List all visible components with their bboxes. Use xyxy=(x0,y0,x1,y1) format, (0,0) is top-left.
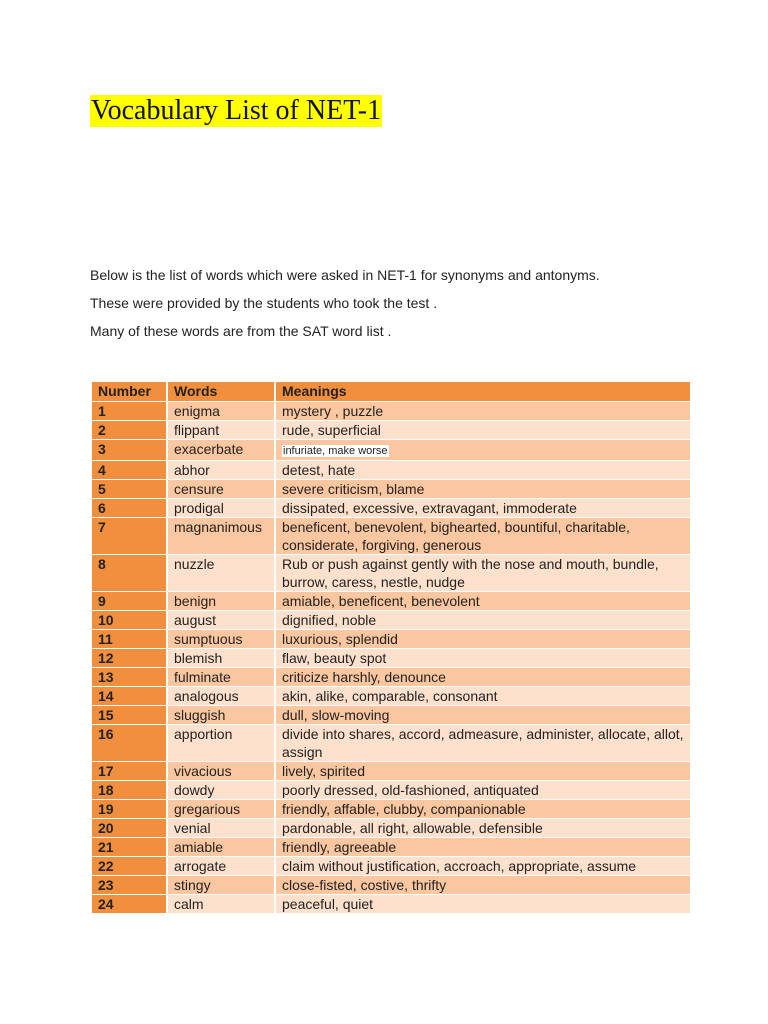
page-title: Vocabulary List of NET-1 xyxy=(91,95,382,126)
row-word: venial xyxy=(168,819,274,837)
row-word: august xyxy=(168,611,274,629)
row-meaning: poorly dressed, old-fashioned, antiquated xyxy=(276,781,690,799)
row-number: 4 xyxy=(92,461,166,479)
row-word: fulminate xyxy=(168,668,274,686)
row-meaning: pardonable, all right, allowable, defensible xyxy=(276,819,690,837)
row-meaning: criticize harshly, denounce xyxy=(276,668,690,686)
row-word: benign xyxy=(168,592,274,610)
row-meaning: beneficent, benevolent, bighearted, bountiful, charitable, considerate, forgiving, generous xyxy=(276,518,690,554)
row-meaning: lively, spirited xyxy=(276,762,690,780)
row-word: nuzzle xyxy=(168,555,274,591)
row-meaning-text: infuriate, make worse xyxy=(283,445,388,457)
table-row xyxy=(92,421,690,439)
row-meaning: friendly, agreeable xyxy=(276,838,690,856)
row-number: 22 xyxy=(92,857,166,875)
row-word: exacerbate xyxy=(168,440,274,460)
row-word: stingy xyxy=(168,876,274,894)
row-number: 10 xyxy=(92,611,166,629)
table-row xyxy=(92,725,690,761)
row-meaning: dissipated, excessive, extravagant, immoderate xyxy=(276,499,690,517)
column-header-words: Words xyxy=(168,382,274,401)
row-number: 24 xyxy=(92,895,166,913)
row-word: calm xyxy=(168,895,274,913)
table-row xyxy=(92,819,690,837)
row-meaning: Rub or push against gently with the nose and mouth, bundle, burrow, caress, nestle, nudge xyxy=(276,555,690,591)
row-meaning: close-fisted, costive, thrifty xyxy=(276,876,690,894)
table-row xyxy=(92,499,690,517)
table-row xyxy=(92,461,690,479)
row-word: prodigal xyxy=(168,499,274,517)
row-meaning: rude, superficial xyxy=(276,421,690,439)
row-word: abhor xyxy=(168,461,274,479)
row-number: 1 xyxy=(92,402,166,420)
row-meaning: flaw, beauty spot xyxy=(276,649,690,667)
row-word: blemish xyxy=(168,649,274,667)
table-row xyxy=(92,838,690,856)
table-row xyxy=(92,592,690,610)
row-word: gregarious xyxy=(168,800,274,818)
table-row xyxy=(92,649,690,667)
row-word: sumptuous xyxy=(168,630,274,648)
row-meaning: dignified, noble xyxy=(276,611,690,629)
row-meaning: luxurious, splendid xyxy=(276,630,690,648)
table-row xyxy=(92,440,690,460)
row-number: 17 xyxy=(92,762,166,780)
table-row xyxy=(92,876,690,894)
table-row xyxy=(92,857,690,875)
intro-text-2: These were provided by the students who took the test . xyxy=(90,295,438,311)
row-meaning: claim without justification, accroach, appropriate, assume xyxy=(276,857,690,875)
row-meaning xyxy=(276,440,690,460)
row-number: 21 xyxy=(92,838,166,856)
vocabulary-table-body xyxy=(92,402,690,913)
row-word: analogous xyxy=(168,687,274,705)
row-number: 20 xyxy=(92,819,166,837)
row-number: 16 xyxy=(92,725,166,761)
row-word: dowdy xyxy=(168,781,274,799)
column-header-number: Number xyxy=(92,382,166,401)
row-meaning: mystery , puzzle xyxy=(276,402,690,420)
row-word: apportion xyxy=(168,725,274,761)
row-meaning: amiable, beneficent, benevolent xyxy=(276,592,690,610)
row-number: 13 xyxy=(92,668,166,686)
row-meaning: friendly, affable, clubby, companionable xyxy=(276,800,690,818)
table-row xyxy=(92,611,690,629)
row-word: arrogate xyxy=(168,857,274,875)
intro-text-3: Many of these words are from the SAT word list . xyxy=(90,323,392,339)
row-word: flippant xyxy=(168,421,274,439)
table-row xyxy=(92,895,690,913)
row-number: 12 xyxy=(92,649,166,667)
row-word: enigma xyxy=(168,402,274,420)
table-row xyxy=(92,630,690,648)
row-meaning: akin, alike, comparable, consonant xyxy=(276,687,690,705)
table-row xyxy=(92,555,690,591)
table-row xyxy=(92,706,690,724)
row-word: vivacious xyxy=(168,762,274,780)
table-row xyxy=(92,687,690,705)
row-number: 15 xyxy=(92,706,166,724)
table-row xyxy=(92,800,690,818)
row-number: 6 xyxy=(92,499,166,517)
row-meaning: dull, slow-moving xyxy=(276,706,690,724)
row-number: 23 xyxy=(92,876,166,894)
row-number: 7 xyxy=(92,518,166,554)
row-word: magnanimous xyxy=(168,518,274,554)
row-meaning: divide into shares, accord, admeasure, administer, allocate, allot, assign xyxy=(276,725,690,761)
row-word: censure xyxy=(168,480,274,498)
table-row xyxy=(92,762,690,780)
row-number: 19 xyxy=(92,800,166,818)
table-row xyxy=(92,781,690,799)
row-number: 3 xyxy=(92,440,166,460)
table-header-row xyxy=(92,382,690,401)
table-row xyxy=(92,480,690,498)
table-row xyxy=(92,518,690,554)
row-number: 2 xyxy=(92,421,166,439)
row-word: amiable xyxy=(168,838,274,856)
intro-text-1: Below is the list of words which were asked in NET-1 for synonyms and antonyms. xyxy=(90,267,600,283)
row-number: 9 xyxy=(92,592,166,610)
row-number: 11 xyxy=(92,630,166,648)
row-number: 5 xyxy=(92,480,166,498)
row-number: 14 xyxy=(92,687,166,705)
row-number: 8 xyxy=(92,555,166,591)
row-meaning: severe criticism, blame xyxy=(276,480,690,498)
table-row xyxy=(92,402,690,420)
row-meaning: peaceful, quiet xyxy=(276,895,690,913)
row-word: sluggish xyxy=(168,706,274,724)
column-header-meanings: Meanings xyxy=(276,382,690,401)
row-meaning: detest, hate xyxy=(276,461,690,479)
row-number: 18 xyxy=(92,781,166,799)
vocabulary-table xyxy=(90,381,692,914)
table-row xyxy=(92,668,690,686)
